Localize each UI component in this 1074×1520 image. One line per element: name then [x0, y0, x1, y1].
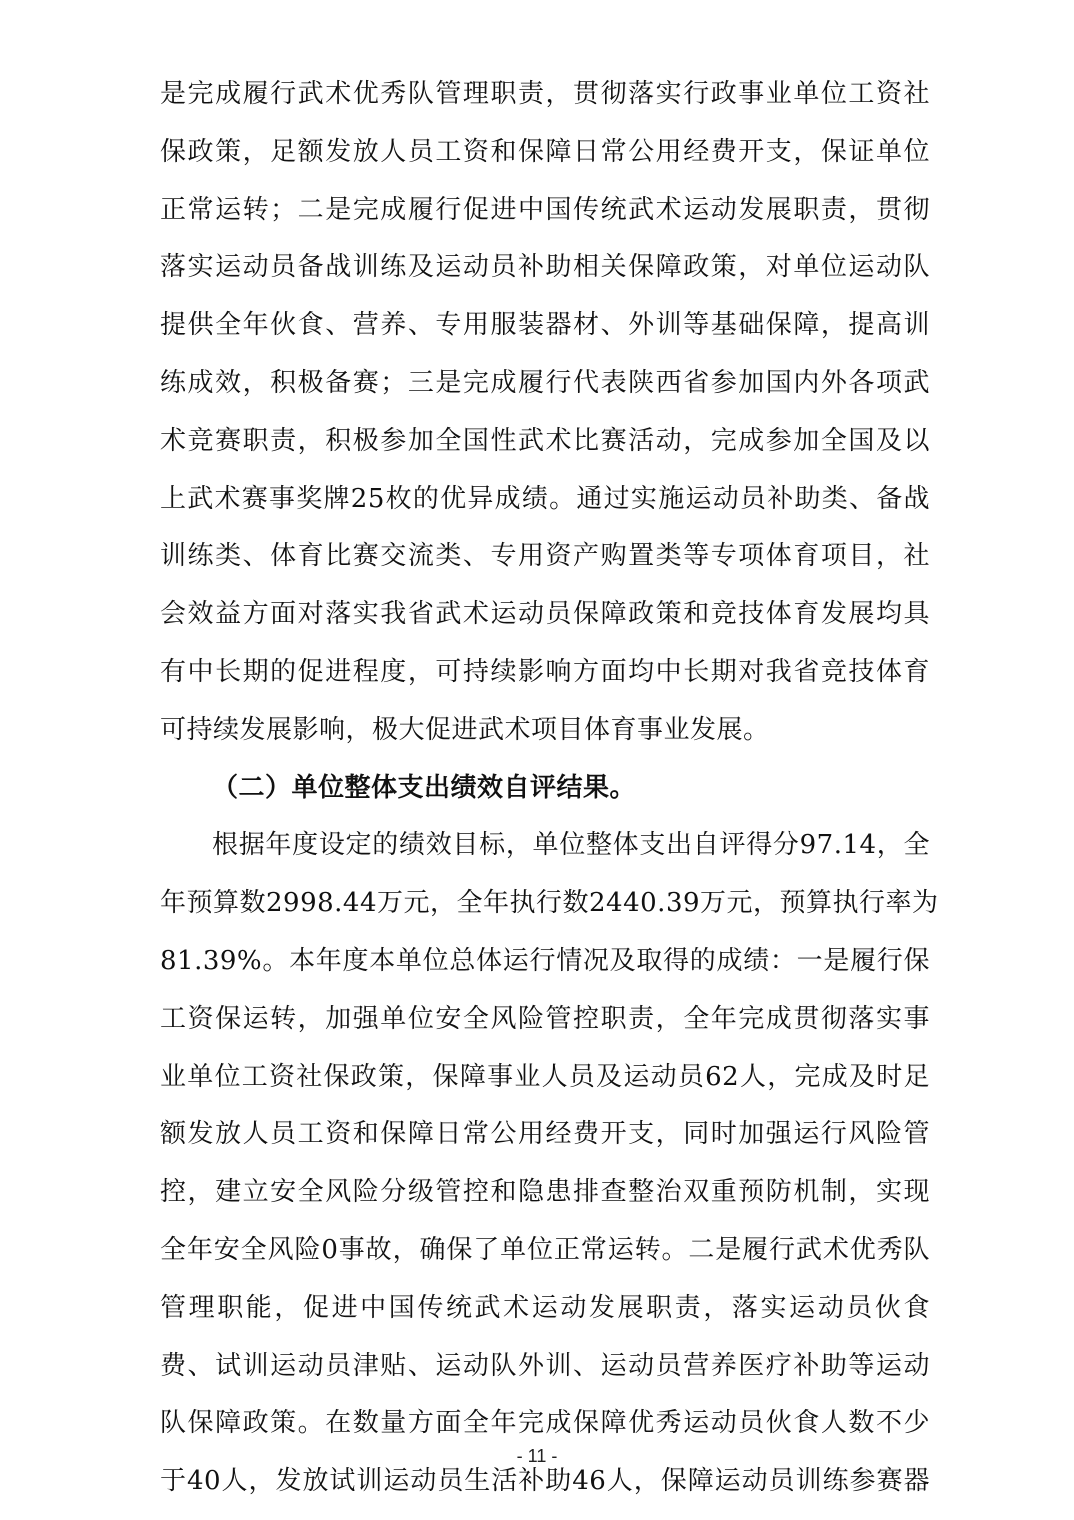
text-line: 于40人，发放试训运动员生活补助46人，保障运动员训练参赛器: [160, 1466, 930, 1497]
text-line: 训练类、体育比赛交流类、专用资产购置类等专项体育项目，社: [160, 541, 930, 572]
text-line: 管理职能，促进中国传统武术运动发展职责，落实运动员伙食: [160, 1292, 930, 1323]
text-line: 会效益方面对落实我省武术运动员保障政策和竞技体育发展均具: [160, 599, 930, 630]
text-line: 控，建立安全风险分级管控和隐患排查整治双重预防机制，实现: [160, 1177, 930, 1208]
text-line: 业单位工资社保政策，保障事业人员及运动员62人，完成及时足: [160, 1061, 930, 1092]
text-line: 提供全年伙食、营养、专用服装器材、外训等基础保障，提高训: [160, 310, 930, 341]
page-number: - 11 -: [516, 1446, 558, 1466]
paragraph-2: [160, 817, 939, 1511]
text-line: 上武术赛事奖牌25枚的优异成绩。通过实施运动员补助类、备战: [160, 483, 930, 514]
text-line: 术竞赛职责，积极参加全国性武术比赛活动，完成参加全国及以: [160, 425, 930, 456]
body-text: [160, 66, 939, 1511]
section-heading: （二）单位整体支出绩效自评结果。: [212, 772, 637, 803]
text-line: 保政策，足额发放人员工资和保障日常公用经费开支，保证单位: [160, 136, 930, 167]
text-line: 是完成履行武术优秀队管理职责，贯彻落实行政事业单位工资社: [160, 79, 930, 109]
text-line: 81.39%。本年度本单位总体运行情况及取得的成绩：一是履行保: [160, 945, 930, 976]
text-line: 练成效，积极备赛；三是完成履行代表陕西省参加国内外各项武: [160, 367, 930, 398]
text-line: 费、试训运动员津贴、运动队外训、运动员营养医疗补助等运动: [160, 1350, 930, 1381]
text-line: 全年安全风险0事故，确保了单位正常运转。二是履行武术优秀队: [160, 1234, 930, 1265]
text-line: 队保障政策。在数量方面全年完成保障优秀运动员伙食人数不少: [160, 1408, 930, 1439]
paragraph-1: [160, 66, 930, 760]
text-line: 可持续发展影响，极大促进武术项目体育事业发展。: [160, 714, 770, 745]
text-line: 年预算数2998.44万元，全年执行数2440.39万元，预算执行率为: [160, 888, 939, 919]
text-line: 额发放人员工资和保障日常公用经费开支，同时加强运行风险管: [160, 1119, 930, 1150]
text-line: 根据年度设定的绩效目标，单位整体支出自评得分97.14，全: [212, 830, 930, 861]
text-line: 有中长期的促进程度，可持续影响方面均中长期对我省竞技体育: [160, 656, 930, 687]
text-line: 落实运动员备战训练及运动员补助相关保障政策，对单位运动队: [160, 252, 930, 283]
text-line: 工资保运转，加强单位安全风险管控职责，全年完成贯彻落实事: [160, 1003, 930, 1034]
text-line: 正常运转；二是完成履行促进中国传统武术运动发展职责，贯彻: [160, 194, 930, 225]
